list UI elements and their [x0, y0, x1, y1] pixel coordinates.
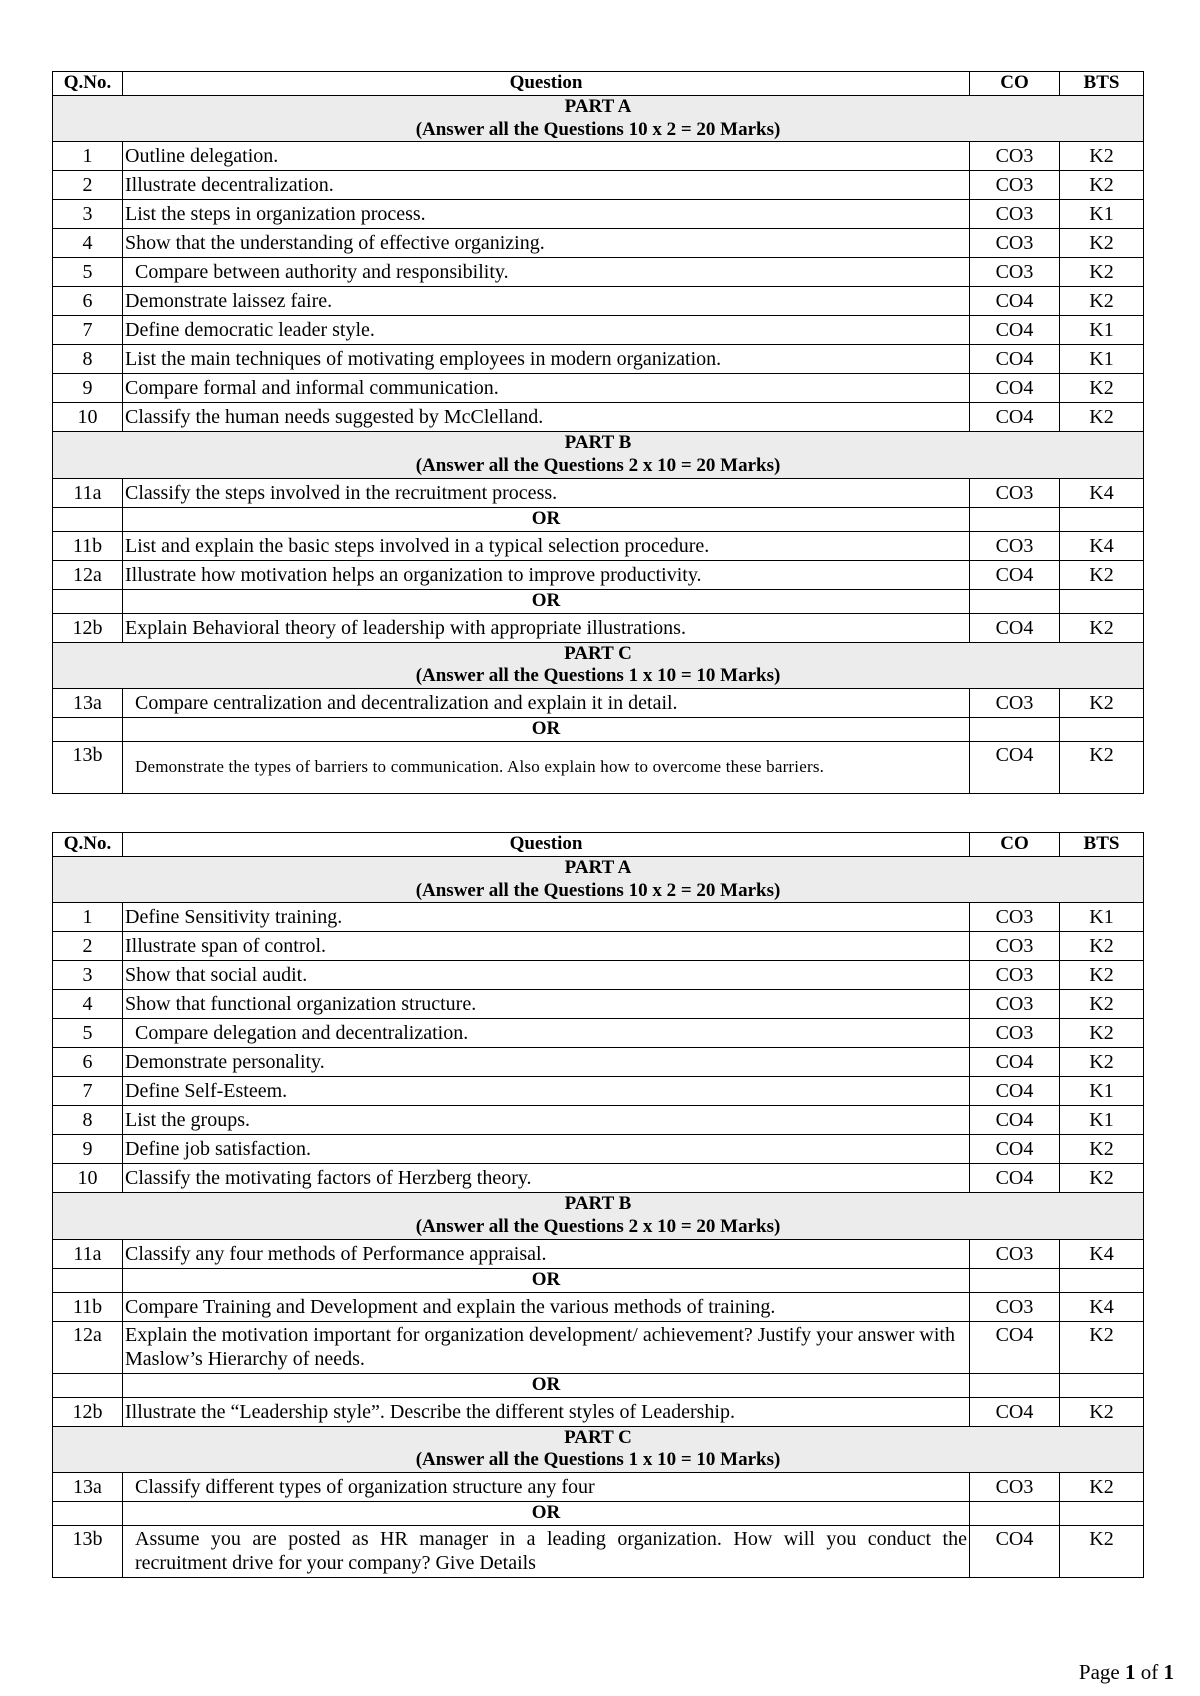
- question-bts: K1: [1060, 903, 1144, 932]
- question-bts: K2: [1060, 1019, 1144, 1048]
- part-title: PART C: [564, 1426, 632, 1448]
- question-co: CO4: [970, 613, 1060, 642]
- question-number: 9: [53, 1135, 123, 1164]
- question-co: CO4: [970, 1164, 1060, 1193]
- header-qno: Q.No.: [53, 72, 123, 96]
- part-header: [53, 432, 1144, 479]
- question-number: 12a: [53, 560, 123, 589]
- question-co: CO4: [970, 1135, 1060, 1164]
- question-co: CO3: [970, 1239, 1060, 1268]
- question-number: 4: [53, 990, 123, 1019]
- question-bts: K4: [1060, 531, 1144, 560]
- page-number: 1: [1125, 1660, 1136, 1684]
- question-bts: K4: [1060, 1239, 1144, 1268]
- question-row: [53, 1525, 1144, 1577]
- question-number: 10: [53, 403, 123, 432]
- question-bts: K4: [1060, 1292, 1144, 1321]
- part-subtitle: (Answer all the Questions 2 x 10 = 20 Marks): [415, 1216, 781, 1238]
- question-bts: K4: [1060, 478, 1144, 507]
- header-bts: BTS: [1060, 72, 1144, 96]
- question-number: 12a: [53, 1321, 123, 1373]
- question-number: 11b: [53, 531, 123, 560]
- question-co: CO4: [970, 1106, 1060, 1135]
- question-text: Define Sensitivity training.: [123, 903, 970, 932]
- question-row: [53, 1292, 1144, 1321]
- question-row: [53, 990, 1144, 1019]
- question-row: [53, 200, 1144, 229]
- question-number: 13a: [53, 1473, 123, 1502]
- header-question: Question: [123, 72, 970, 96]
- question-row: [53, 741, 1144, 793]
- question-text: Classify different types of organization structure any four: [123, 1473, 970, 1502]
- question-text: Demonstrate personality.: [123, 1048, 970, 1077]
- question-text: Show that the understanding of effective organizing.: [123, 229, 970, 258]
- question-row: [53, 689, 1144, 718]
- question-row: [53, 403, 1144, 432]
- question-co: CO3: [970, 478, 1060, 507]
- question-number: 5: [53, 1019, 123, 1048]
- or-label: OR: [123, 1268, 970, 1292]
- question-text: Explain Behavioral theory of leadership with appropriate illustrations.: [123, 613, 970, 642]
- question-row: [53, 531, 1144, 560]
- question-number: 2: [53, 932, 123, 961]
- question-text: Compare formal and informal communication.: [123, 374, 970, 403]
- question-bts: K1: [1060, 200, 1144, 229]
- question-number: 12b: [53, 1397, 123, 1426]
- question-text: Classify the steps involved in the recruitment process.: [123, 478, 970, 507]
- question-text: Compare between authority and responsibility.: [123, 258, 970, 287]
- or-row: [53, 589, 1144, 613]
- question-bts: K2: [1060, 560, 1144, 589]
- question-number: 12b: [53, 613, 123, 642]
- or-label: OR: [123, 589, 970, 613]
- question-row: [53, 171, 1144, 200]
- question-co: CO3: [970, 142, 1060, 171]
- question-bts: K1: [1060, 1077, 1144, 1106]
- question-bts: K2: [1060, 374, 1144, 403]
- question-bts: K2: [1060, 1164, 1144, 1193]
- question-row: [53, 560, 1144, 589]
- part-header: [53, 95, 1144, 142]
- question-co: CO3: [970, 531, 1060, 560]
- header-question: Question: [123, 833, 970, 857]
- question-bts: K2: [1060, 1397, 1144, 1426]
- question-bts: K2: [1060, 932, 1144, 961]
- or-label: OR: [123, 1373, 970, 1397]
- question-number: 13a: [53, 689, 123, 718]
- question-text: Illustrate decentralization.: [123, 171, 970, 200]
- question-bts: K2: [1060, 1473, 1144, 1502]
- question-bts: K2: [1060, 287, 1144, 316]
- question-co: CO4: [970, 1048, 1060, 1077]
- question-number: 7: [53, 316, 123, 345]
- question-table-1: [52, 71, 1144, 794]
- part-header: [53, 1193, 1144, 1240]
- question-co: CO4: [970, 1397, 1060, 1426]
- question-number: 6: [53, 1048, 123, 1077]
- question-bts: K2: [1060, 229, 1144, 258]
- question-co: CO3: [970, 932, 1060, 961]
- question-bts: K2: [1060, 1048, 1144, 1077]
- question-text: List the main techniques of motivating employees in modern organization.: [123, 345, 970, 374]
- or-label: OR: [123, 1502, 970, 1526]
- part-subtitle: (Answer all the Questions 10 x 2 = 20 Marks): [415, 118, 781, 140]
- question-text: List the steps in organization process.: [123, 200, 970, 229]
- question-number: 13b: [53, 741, 123, 793]
- question-row: [53, 258, 1144, 287]
- question-co: CO4: [970, 345, 1060, 374]
- question-row: [53, 345, 1144, 374]
- question-row: [53, 374, 1144, 403]
- question-table-2: [52, 832, 1144, 1578]
- question-number: 11b: [53, 1292, 123, 1321]
- question-number: 6: [53, 287, 123, 316]
- question-row: [53, 142, 1144, 171]
- of-word: of: [1140, 1660, 1159, 1684]
- question-text: Compare delegation and decentralization.: [123, 1019, 970, 1048]
- question-row: [53, 478, 1144, 507]
- question-co: CO3: [970, 689, 1060, 718]
- question-bts: K2: [1060, 1525, 1144, 1577]
- question-text: Show that social audit.: [123, 961, 970, 990]
- question-number: 2: [53, 171, 123, 200]
- part-title: PART C: [564, 642, 632, 664]
- part-subtitle: (Answer all the Questions 2 x 10 = 20 Marks): [415, 455, 781, 477]
- question-number: 4: [53, 229, 123, 258]
- question-row: [53, 903, 1144, 932]
- part-subtitle: (Answer all the Questions 1 x 10 = 10 Marks): [415, 1449, 781, 1471]
- page-word: Page: [1078, 1660, 1120, 1684]
- part-subtitle: (Answer all the Questions 10 x 2 = 20 Marks): [415, 879, 781, 901]
- question-number: 1: [53, 903, 123, 932]
- question-bts: K2: [1060, 961, 1144, 990]
- question-bts: K2: [1060, 741, 1144, 793]
- question-co: CO3: [970, 903, 1060, 932]
- or-label: OR: [123, 507, 970, 531]
- question-number: 3: [53, 961, 123, 990]
- question-co: CO4: [970, 560, 1060, 589]
- question-row: [53, 1135, 1144, 1164]
- question-number: 5: [53, 258, 123, 287]
- part-title: PART A: [564, 95, 632, 117]
- question-row: [53, 961, 1144, 990]
- question-text: Define job satisfaction.: [123, 1135, 970, 1164]
- question-row: [53, 1321, 1144, 1373]
- part-title: PART B: [564, 1193, 632, 1215]
- part-subtitle: (Answer all the Questions 1 x 10 = 10 Marks): [415, 665, 781, 687]
- question-bts: K2: [1060, 171, 1144, 200]
- question-co: CO3: [970, 961, 1060, 990]
- question-co: CO3: [970, 990, 1060, 1019]
- question-text: Explain the motivation important for organization development/ achievement? Justify your answer with Maslow’s Hierarchy of needs.: [123, 1321, 970, 1373]
- question-bts: K1: [1060, 316, 1144, 345]
- question-number: 8: [53, 1106, 123, 1135]
- question-bts: K2: [1060, 403, 1144, 432]
- question-row: [53, 1239, 1144, 1268]
- question-bts: K1: [1060, 1106, 1144, 1135]
- question-co: CO4: [970, 287, 1060, 316]
- question-text: Demonstrate laissez faire.: [123, 287, 970, 316]
- question-number: 11a: [53, 1239, 123, 1268]
- question-text: Define Self-Esteem.: [123, 1077, 970, 1106]
- question-co: CO3: [970, 1019, 1060, 1048]
- question-row: [53, 316, 1144, 345]
- question-bts: K1: [1060, 345, 1144, 374]
- or-row: [53, 1502, 1144, 1526]
- or-row: [53, 718, 1144, 742]
- question-co: CO3: [970, 229, 1060, 258]
- question-text: Define democratic leader style.: [123, 316, 970, 345]
- question-text: List the groups.: [123, 1106, 970, 1135]
- question-text: Compare Training and Development and explain the various methods of training.: [123, 1292, 970, 1321]
- header-bts: BTS: [1060, 833, 1144, 857]
- part-header: [53, 856, 1144, 903]
- question-text: Classify the human needs suggested by McClelland.: [123, 403, 970, 432]
- part-header: [53, 1426, 1144, 1473]
- question-row: [53, 229, 1144, 258]
- question-row: [53, 1473, 1144, 1502]
- question-row: [53, 1077, 1144, 1106]
- question-text: Outline delegation.: [123, 142, 970, 171]
- question-text: Show that functional organization structure.: [123, 990, 970, 1019]
- question-text: Illustrate span of control.: [123, 932, 970, 961]
- question-text: Classify the motivating factors of Herzberg theory.: [123, 1164, 970, 1193]
- question-co: CO4: [970, 316, 1060, 345]
- question-number: 11a: [53, 478, 123, 507]
- question-co: CO3: [970, 1473, 1060, 1502]
- question-row: [53, 1019, 1144, 1048]
- question-row: [53, 613, 1144, 642]
- question-number: 9: [53, 374, 123, 403]
- page-footer: [1079, 1660, 1174, 1685]
- question-bts: K2: [1060, 689, 1144, 718]
- question-co: CO3: [970, 171, 1060, 200]
- header-co: CO: [970, 72, 1060, 96]
- question-row: [53, 932, 1144, 961]
- question-text: Assume you are posted as HR manager in a leading organization. How will you conduct the recruitment drive for your company? Give Details: [123, 1525, 970, 1577]
- question-text: Demonstrate the types of barriers to communication. Also explain how to overcome these barriers.: [123, 741, 970, 793]
- question-bts: K2: [1060, 613, 1144, 642]
- question-text: List and explain the basic steps involved in a typical selection procedure.: [123, 531, 970, 560]
- question-bts: K2: [1060, 990, 1144, 1019]
- question-text: Classify any four methods of Performance appraisal.: [123, 1239, 970, 1268]
- or-row: [53, 507, 1144, 531]
- question-co: CO3: [970, 1292, 1060, 1321]
- question-number: 8: [53, 345, 123, 374]
- question-co: CO3: [970, 258, 1060, 287]
- or-label: OR: [123, 718, 970, 742]
- question-number: 10: [53, 1164, 123, 1193]
- question-co: CO4: [970, 403, 1060, 432]
- part-title: PART A: [564, 856, 632, 878]
- header-row: [53, 72, 1144, 96]
- question-text: Illustrate the “Leadership style”. Describe the different styles of Leadership.: [123, 1397, 970, 1426]
- question-number: 1: [53, 142, 123, 171]
- or-row: [53, 1268, 1144, 1292]
- question-co: CO4: [970, 741, 1060, 793]
- question-bts: K2: [1060, 1321, 1144, 1373]
- question-row: [53, 287, 1144, 316]
- or-row: [53, 1373, 1144, 1397]
- page-total: 1: [1163, 1660, 1174, 1684]
- question-row: [53, 1048, 1144, 1077]
- header-qno: Q.No.: [53, 833, 123, 857]
- header-row: [53, 833, 1144, 857]
- part-header: [53, 642, 1144, 689]
- question-co: CO4: [970, 374, 1060, 403]
- question-bts: K2: [1060, 142, 1144, 171]
- question-row: [53, 1397, 1144, 1426]
- question-text: Illustrate how motivation helps an organization to improve productivity.: [123, 560, 970, 589]
- question-number: 7: [53, 1077, 123, 1106]
- question-row: [53, 1106, 1144, 1135]
- question-co: CO4: [970, 1525, 1060, 1577]
- question-bts: K2: [1060, 1135, 1144, 1164]
- part-title: PART B: [564, 432, 632, 454]
- question-row: [53, 1164, 1144, 1193]
- question-bts: K2: [1060, 258, 1144, 287]
- question-number: 3: [53, 200, 123, 229]
- question-co: CO4: [970, 1321, 1060, 1373]
- header-co: CO: [970, 833, 1060, 857]
- question-text: Compare centralization and decentralization and explain it in detail.: [123, 689, 970, 718]
- question-co: CO3: [970, 200, 1060, 229]
- question-number: 13b: [53, 1525, 123, 1577]
- question-co: CO4: [970, 1077, 1060, 1106]
